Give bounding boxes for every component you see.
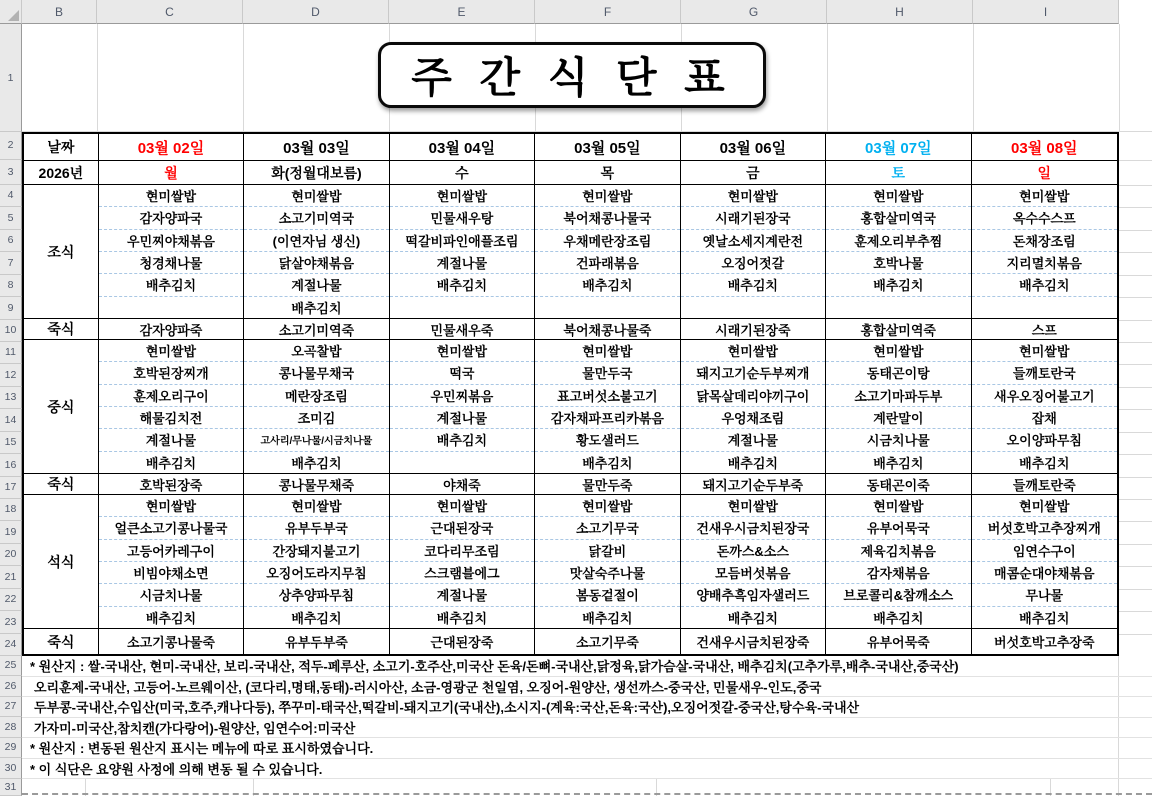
menu-block-breakfast bbox=[972, 185, 1117, 319]
row-header-25[interactable]: 25 bbox=[0, 656, 22, 677]
label-column bbox=[24, 134, 99, 654]
menu-item-cell[interactable]: 시래기된장국 bbox=[681, 206, 825, 228]
menu-item-cell[interactable]: 현미쌀밥 bbox=[727, 344, 778, 360]
menu-item-cell[interactable]: 상추양파무침 bbox=[244, 583, 388, 605]
origin-note-line[interactable]: 가자미-미국산,참치캔(가다랑어)-원양산, 임연수어:미국산 bbox=[22, 718, 1152, 739]
year-label[interactable]: 2026년 bbox=[24, 161, 98, 185]
menu-item-cell[interactable]: 돼지고기순두부찌개 bbox=[681, 361, 825, 383]
menu-item-cell[interactable]: 감자채파프리카볶음 bbox=[535, 406, 679, 428]
sheet-gridline bbox=[1119, 521, 1152, 522]
porridge-label-3[interactable]: 죽식 bbox=[47, 633, 75, 650]
day-column-2 bbox=[244, 134, 389, 654]
porridge-cell[interactable]: 근대된장죽 bbox=[430, 635, 494, 650]
origin-note-line[interactable]: * 원산지 : 쌀-국내산, 현미-국내산, 보리-국내산, 적두-페루산, 소고기-호주산,미국산 돈육/돈뼈-국내산,닭정육,닭가슴살-국내산, 배추김치(고추가루,배추-국내산,중국산) bbox=[22, 656, 1152, 677]
row-header-20[interactable]: 20 bbox=[0, 544, 22, 567]
menu-item-cell[interactable]: 현미쌀밥 bbox=[873, 499, 924, 515]
menu-item-cell[interactable]: 간장돼지불고기 bbox=[244, 539, 388, 561]
porridge-cell[interactable]: 시래기된장죽 bbox=[681, 319, 825, 340]
menu-item-cell[interactable]: 배추김치 bbox=[972, 451, 1117, 473]
select-all-corner[interactable] bbox=[0, 0, 22, 24]
menu-item-cell[interactable]: 현미쌀밥 bbox=[873, 344, 924, 360]
menu-item-cell[interactable]: 현미쌀밥 bbox=[291, 499, 342, 515]
dinner-label[interactable]: 석식 bbox=[24, 495, 98, 629]
select-all-triangle-icon bbox=[8, 10, 19, 21]
menu-item-cell[interactable]: 우엉채조림 bbox=[681, 406, 825, 428]
weekday-cell[interactable]: 수 bbox=[390, 161, 534, 185]
menu-item-cell[interactable]: 현미쌀밥 bbox=[436, 499, 488, 515]
menu-item-cell[interactable] bbox=[972, 296, 1117, 318]
porridge-cell[interactable]: 소고기콩나물죽 bbox=[127, 635, 215, 650]
menu-item-cell[interactable]: 배추김치 bbox=[826, 273, 970, 295]
day-column-6 bbox=[826, 134, 971, 654]
breakfast-label[interactable]: 조식 bbox=[24, 185, 98, 319]
menu-item-cell[interactable]: 현미쌀밥 bbox=[145, 499, 197, 515]
sheet-gridline bbox=[1119, 499, 1152, 500]
weekday-cell[interactable]: 목 bbox=[535, 161, 679, 185]
menu-item-cell[interactable]: 민물새우탕 bbox=[390, 206, 534, 228]
porridge-cell[interactable]: 감자양파죽 bbox=[99, 319, 243, 340]
sheet-gridline bbox=[1119, 544, 1152, 545]
menu-item-cell[interactable]: 닭목살데리야끼구이 bbox=[681, 384, 825, 406]
menu-item-cell[interactable]: 봄동겉절이 bbox=[535, 583, 679, 605]
porridge-cell[interactable]: 물만두죽 bbox=[535, 474, 679, 495]
column-header-I[interactable]: I bbox=[973, 0, 1119, 24]
menu-item-cell[interactable]: 돈까스&소스 bbox=[681, 539, 825, 561]
menu-item-cell[interactable] bbox=[390, 451, 534, 473]
row-header-3[interactable]: 3 bbox=[0, 160, 22, 185]
meal-plan-table bbox=[22, 132, 1119, 656]
menu-item-cell[interactable]: 청경채나물 bbox=[99, 251, 243, 273]
weekday-cell[interactable]: 일 bbox=[972, 161, 1117, 185]
weekday-cell[interactable]: 토 bbox=[826, 161, 970, 185]
menu-item-cell[interactable]: 지리멸치볶음 bbox=[972, 251, 1117, 273]
menu-block-lunch bbox=[244, 340, 388, 474]
sheet-gridline bbox=[1119, 160, 1152, 161]
sheet-gridline bbox=[1119, 409, 1152, 410]
menu-item-cell[interactable]: 제육김치볶음 bbox=[826, 539, 970, 561]
menu-item-cell[interactable]: 잡채 bbox=[972, 406, 1117, 428]
sheet-gridline bbox=[1119, 252, 1152, 253]
row-header-31[interactable]: 31 bbox=[0, 779, 22, 796]
row-header-7[interactable]: 7 bbox=[0, 252, 22, 275]
sheet-gridline bbox=[1119, 634, 1152, 635]
menu-item-cell[interactable]: 배추김치 bbox=[244, 451, 388, 473]
date-cell[interactable]: 03월 05일 bbox=[535, 134, 679, 161]
menu-item-cell[interactable]: 현미쌀밥 bbox=[1019, 189, 1070, 205]
menu-item-cell[interactable]: 시금치나물 bbox=[99, 583, 243, 605]
menu-item-cell[interactable]: 근대된장국 bbox=[390, 516, 534, 538]
sheet-gridline bbox=[1119, 320, 1152, 321]
column-header-H[interactable]: H bbox=[827, 0, 973, 24]
menu-item-cell[interactable]: 매콤순대야채볶음 bbox=[972, 561, 1117, 583]
menu-item-cell[interactable]: 감자채볶음 bbox=[826, 561, 970, 583]
menu-item-cell[interactable]: 동태곤이탕 bbox=[826, 361, 970, 383]
origin-notes bbox=[22, 656, 1152, 779]
menu-block-dinner bbox=[681, 495, 825, 629]
row-header-8[interactable]: 8 bbox=[0, 275, 22, 298]
sheet-gridline bbox=[1119, 566, 1152, 567]
menu-item-cell[interactable]: 메란장조림 bbox=[244, 384, 388, 406]
sheet-gridline bbox=[97, 24, 98, 132]
porridge-cell[interactable]: 소고기무죽 bbox=[575, 635, 639, 650]
day-column-4 bbox=[535, 134, 680, 654]
row-header-10[interactable]: 10 bbox=[0, 320, 22, 342]
date-cell[interactable]: 03월 07일 bbox=[826, 134, 970, 161]
row-header-9[interactable]: 9 bbox=[0, 297, 22, 320]
menu-block-lunch bbox=[681, 340, 825, 474]
menu-item-cell[interactable]: 현미쌀밥 bbox=[145, 189, 197, 205]
porridge-label-2[interactable]: 죽식 bbox=[24, 474, 98, 495]
menu-item-cell[interactable]: 배추김치 bbox=[681, 273, 825, 295]
menu-item-cell[interactable]: 계절나물 bbox=[390, 406, 534, 428]
menu-item-cell[interactable] bbox=[535, 296, 679, 318]
origin-note-line[interactable]: 오리훈제-국내산, 고등어-노르웨이산, (코다리,명태,동태)-러시아산, 소금-영광군 천일염, 오징어-원양산, 생선까스-중국산, 민물새우-인도,중국 bbox=[22, 677, 1152, 698]
menu-item-cell[interactable]: 배추김치 bbox=[390, 428, 534, 450]
menu-item-cell[interactable]: 얼큰소고기콩나물국 bbox=[99, 516, 243, 538]
row-header-24[interactable]: 24 bbox=[0, 634, 22, 656]
porridge-cell[interactable]: 홍합살미역죽 bbox=[826, 319, 970, 340]
menu-item-cell[interactable] bbox=[826, 296, 970, 318]
sheet-gridline bbox=[827, 24, 828, 132]
porridge-cell[interactable]: 북어채콩나물죽 bbox=[535, 319, 679, 340]
menu-item-cell[interactable]: 배추김치 bbox=[535, 273, 679, 295]
menu-item-cell[interactable]: 건파래볶음 bbox=[535, 251, 679, 273]
menu-item-cell[interactable]: 무나물 bbox=[972, 583, 1117, 605]
row-header-4[interactable]: 4 bbox=[0, 185, 22, 208]
menu-block-breakfast bbox=[535, 185, 679, 319]
row-header-2[interactable]: 2 bbox=[0, 132, 22, 160]
menu-item-cell[interactable]: 옛날소세지계란전 bbox=[681, 229, 825, 251]
row-header-17[interactable]: 17 bbox=[0, 477, 22, 499]
menu-item-cell[interactable] bbox=[681, 296, 825, 318]
sheet-gridline bbox=[1119, 24, 1120, 132]
sheet-gridline bbox=[1119, 454, 1152, 455]
menu-item-cell[interactable]: 임연수구이 bbox=[972, 539, 1117, 561]
menu-item-cell[interactable]: 유부두부국 bbox=[244, 516, 388, 538]
menu-item-cell[interactable]: (이연자님 생신) bbox=[244, 229, 388, 251]
menu-item-cell[interactable]: 배추김치 bbox=[535, 606, 679, 628]
menu-item-cell[interactable]: 배추김치 bbox=[826, 606, 970, 628]
menu-item-cell[interactable]: 현미쌀밥 bbox=[873, 189, 924, 205]
menu-item-cell[interactable]: 배추김치 bbox=[972, 606, 1117, 628]
menu-item-cell[interactable]: 브로콜리&참깨소스 bbox=[826, 583, 970, 605]
date-cell[interactable]: 03월 03일 bbox=[244, 134, 388, 161]
column-header-G[interactable]: G bbox=[681, 0, 827, 24]
menu-item-cell[interactable]: 배추김치 bbox=[99, 273, 243, 295]
menu-item-cell[interactable]: 우민찌볶음 bbox=[390, 384, 534, 406]
sheet-gridline bbox=[1119, 387, 1152, 388]
row-header-26[interactable]: 26 bbox=[0, 676, 22, 697]
day-column-1 bbox=[99, 134, 244, 654]
page-title[interactable]: 주 간 식 단 표 bbox=[378, 42, 766, 108]
column-header-B[interactable]: B bbox=[22, 0, 97, 24]
origin-note-line[interactable]: * 원산지 : 변동된 원산지 표시는 메뉴에 따로 표시하였습니다. bbox=[22, 738, 1152, 759]
porridge-cell[interactable]: 버섯호박고추장죽 bbox=[994, 635, 1095, 650]
column-headers bbox=[0, 0, 1119, 24]
menu-item-cell[interactable]: 소고기미역국 bbox=[244, 206, 388, 228]
menu-item-cell[interactable]: 북어채콩나물국 bbox=[535, 206, 679, 228]
menu-block-lunch bbox=[535, 340, 679, 474]
menu-block-breakfast bbox=[826, 185, 970, 319]
menu-item-cell[interactable]: 현미쌀밥 bbox=[436, 189, 488, 205]
row-header-12[interactable]: 12 bbox=[0, 364, 22, 387]
menu-item-cell[interactable]: 호박나물 bbox=[826, 251, 970, 273]
origin-note-line[interactable]: 두부콩-국내산,수입산(미국,호주,캐나다등), 쭈꾸미-태국산,떡갈비-돼지고기(국내산),소시지-(계육:국산,돈육:국산),오징어젓갈-중국산,탕수육-국내산 bbox=[22, 697, 1152, 718]
column-header-D[interactable]: D bbox=[243, 0, 389, 24]
menu-item-cell[interactable]: 현미쌀밥 bbox=[582, 499, 633, 515]
lunch-label[interactable]: 중식 bbox=[24, 340, 98, 474]
date-cell[interactable]: 03월 04일 bbox=[390, 134, 534, 161]
menu-item-cell[interactable]: 계절나물 bbox=[390, 583, 534, 605]
menu-block-lunch bbox=[99, 340, 243, 474]
menu-block-breakfast bbox=[244, 185, 388, 319]
menu-item-cell[interactable]: 현미쌀밥 bbox=[291, 189, 342, 205]
menu-block-lunch bbox=[826, 340, 970, 474]
menu-item-cell[interactable] bbox=[390, 296, 534, 318]
porridge-cell[interactable]: 민물새우죽 bbox=[390, 319, 534, 340]
menu-item-cell[interactable]: 배추김치 bbox=[972, 273, 1117, 295]
menu-item-cell[interactable]: 새우오징어불고기 bbox=[972, 384, 1117, 406]
menu-item-cell[interactable]: 계란말이 bbox=[826, 406, 970, 428]
date-row-label[interactable]: 날짜 bbox=[24, 134, 98, 161]
porridge-cell[interactable]: 스프 bbox=[972, 319, 1117, 340]
date-cell[interactable]: 03월 06일 bbox=[681, 134, 825, 161]
porridge-cell[interactable]: 콩나물무채죽 bbox=[244, 474, 388, 495]
menu-block-dinner bbox=[826, 495, 970, 629]
menu-item-cell[interactable]: 표고버섯소불고기 bbox=[535, 384, 679, 406]
menu-item-cell[interactable]: 배추김치 bbox=[390, 606, 534, 628]
menu-block-breakfast bbox=[390, 185, 534, 319]
date-cell[interactable]: 03월 02일 bbox=[99, 134, 243, 161]
menu-item-cell[interactable]: 비빔야채소면 bbox=[99, 561, 243, 583]
menu-item-cell[interactable]: 현미쌀밥 bbox=[1019, 499, 1070, 515]
porridge-cell[interactable]: 유부두부죽 bbox=[285, 635, 348, 650]
menu-item-cell[interactable]: 호박된장찌개 bbox=[99, 361, 243, 383]
menu-item-cell[interactable]: 배추김치 bbox=[681, 606, 825, 628]
menu-item-cell[interactable]: 계절나물 bbox=[244, 273, 388, 295]
porridge-cell[interactable]: 유부어묵죽 bbox=[866, 635, 930, 650]
sheet-gridline bbox=[243, 24, 244, 132]
column-header-C[interactable]: C bbox=[97, 0, 243, 24]
menu-item-cell[interactable]: 현미쌀밥 bbox=[1019, 344, 1070, 360]
day-column-3 bbox=[390, 134, 535, 654]
row-header-16[interactable]: 16 bbox=[0, 454, 22, 477]
menu-item-cell[interactable]: 옥수수스프 bbox=[972, 206, 1117, 228]
menu-block-breakfast bbox=[681, 185, 825, 319]
menu-item-cell[interactable]: 우채메란장조림 bbox=[535, 229, 679, 251]
menu-item-cell[interactable]: 우민찌야채볶음 bbox=[99, 229, 243, 251]
row-header-15[interactable]: 15 bbox=[0, 432, 22, 455]
day-column-7 bbox=[972, 134, 1117, 654]
row-header-29[interactable]: 29 bbox=[0, 738, 22, 759]
menu-item-cell[interactable]: 홍합살미역국 bbox=[826, 206, 970, 228]
porridge-cell[interactable]: 동태곤이죽 bbox=[826, 474, 970, 495]
menu-block-breakfast bbox=[99, 185, 243, 319]
menu-item-cell[interactable]: 배추김치 bbox=[390, 273, 534, 295]
menu-item-cell[interactable]: 배추김치 bbox=[244, 296, 388, 318]
menu-item-cell[interactable]: 떡갈비파인애플조림 bbox=[390, 229, 534, 251]
day-column-5 bbox=[681, 134, 826, 654]
row-header-21[interactable]: 21 bbox=[0, 566, 22, 589]
row-header-11[interactable]: 11 bbox=[0, 342, 22, 365]
sheet-gridline bbox=[1119, 207, 1152, 208]
menu-item-cell[interactable]: 양배추흑임자샐러드 bbox=[681, 583, 825, 605]
row-header-6[interactable]: 6 bbox=[0, 230, 22, 253]
column-header-E[interactable]: E bbox=[389, 0, 535, 24]
menu-item-cell[interactable]: 고등어카레구이 bbox=[99, 539, 243, 561]
menu-block-dinner bbox=[972, 495, 1117, 629]
sheet-gridline bbox=[1119, 432, 1152, 433]
menu-item-cell[interactable]: 오징어도라지무침 bbox=[244, 561, 388, 583]
sheet-gridline bbox=[1119, 230, 1152, 231]
menu-item-cell[interactable]: 현미쌀밥 bbox=[727, 499, 778, 515]
page-break-line bbox=[22, 793, 1152, 795]
menu-item-cell[interactable]: 닭갈비 bbox=[535, 539, 679, 561]
menu-item-cell[interactable]: 훈제오리구이 bbox=[99, 384, 243, 406]
weekday-cell[interactable]: 금 bbox=[681, 161, 825, 185]
menu-item-cell[interactable]: 배추김치 bbox=[99, 606, 243, 628]
menu-item-cell[interactable]: 배추김치 bbox=[99, 451, 243, 473]
row-header-23[interactable]: 23 bbox=[0, 611, 22, 634]
row-header-5[interactable]: 5 bbox=[0, 207, 22, 230]
menu-item-cell[interactable]: 돈채장조림 bbox=[972, 229, 1117, 251]
porridge-cell[interactable]: 소고기미역죽 bbox=[244, 319, 388, 340]
menu-item-cell[interactable] bbox=[99, 296, 243, 318]
weekday-cell[interactable]: 월 bbox=[99, 161, 243, 185]
menu-item-cell[interactable]: 오이양파무침 bbox=[972, 428, 1117, 450]
menu-item-cell[interactable]: 배추김치 bbox=[826, 451, 970, 473]
row-number-gutter bbox=[0, 24, 22, 796]
menu-item-cell[interactable]: 소고기마파두부 bbox=[826, 384, 970, 406]
sheet-gridline bbox=[1119, 275, 1152, 276]
row-header-1[interactable]: 1 bbox=[0, 24, 22, 132]
sheet-gridline bbox=[1119, 477, 1152, 478]
porridge-label-1[interactable]: 죽식 bbox=[24, 319, 98, 340]
menu-item-cell[interactable]: 물만두국 bbox=[535, 361, 679, 383]
row-header-19[interactable]: 19 bbox=[0, 521, 22, 544]
row-header-30[interactable]: 30 bbox=[0, 758, 22, 779]
menu-item-cell[interactable]: 닭살야채볶음 bbox=[244, 251, 388, 273]
porridge-cell[interactable]: 야채죽 bbox=[390, 474, 534, 495]
porridge-cell[interactable]: 호박된장죽 bbox=[99, 474, 243, 495]
menu-block-dinner bbox=[390, 495, 534, 629]
menu-item-cell[interactable]: 건새우시금치된장국 bbox=[681, 516, 825, 538]
menu-item-cell[interactable]: 훈제오리부추찜 bbox=[826, 229, 970, 251]
menu-item-cell[interactable]: 배추김치 bbox=[244, 606, 388, 628]
menu-item-cell[interactable]: 유부어묵국 bbox=[826, 516, 970, 538]
porridge-cell[interactable]: 들깨토란죽 bbox=[972, 474, 1117, 495]
menu-item-cell[interactable]: 콩나물무채국 bbox=[244, 361, 388, 383]
origin-note-line[interactable]: * 이 식단은 요양원 사정에 의해 변동 될 수 있습니다. bbox=[22, 759, 1152, 780]
sheet-gridline bbox=[1119, 611, 1152, 612]
sheet-gridline bbox=[1119, 364, 1152, 365]
menu-item-cell[interactable]: 배추김치 bbox=[681, 451, 825, 473]
porridge-cell[interactable]: 돼지고기순두부죽 bbox=[681, 474, 825, 495]
sheet-gridline bbox=[1119, 342, 1152, 343]
menu-item-cell[interactable]: 감자양파국 bbox=[99, 206, 243, 228]
menu-item-cell[interactable]: 계절나물 bbox=[99, 428, 243, 450]
menu-item-cell[interactable]: 계절나물 bbox=[681, 428, 825, 450]
sheet-gridline bbox=[1119, 589, 1152, 590]
menu-item-cell[interactable]: 코다리무조림 bbox=[390, 539, 534, 561]
menu-item-cell[interactable]: 현미쌀밥 bbox=[582, 189, 633, 205]
menu-item-cell[interactable]: 오곡찰밥 bbox=[291, 344, 342, 360]
menu-item-cell[interactable]: 현미쌀밥 bbox=[582, 344, 633, 360]
column-header-F[interactable]: F bbox=[535, 0, 681, 24]
menu-block-lunch bbox=[972, 340, 1117, 474]
menu-item-cell[interactable]: 모듬버섯볶음 bbox=[681, 561, 825, 583]
menu-item-cell[interactable]: 현미쌀밥 bbox=[436, 344, 488, 360]
row-header-14[interactable]: 14 bbox=[0, 409, 22, 432]
sheet-gridline bbox=[1119, 297, 1152, 298]
menu-item-cell[interactable]: 고사리/무나물/시금치나물 bbox=[244, 428, 388, 450]
row-header-22[interactable]: 22 bbox=[0, 589, 22, 612]
sheet-gridline bbox=[1119, 185, 1152, 186]
menu-item-cell[interactable]: 오징어젓갈 bbox=[681, 251, 825, 273]
menu-item-cell[interactable]: 황도샐러드 bbox=[535, 428, 679, 450]
row-header-28[interactable]: 28 bbox=[0, 717, 22, 738]
menu-block-lunch bbox=[390, 340, 534, 474]
menu-item-cell[interactable]: 소고기무국 bbox=[535, 516, 679, 538]
menu-item-cell[interactable]: 해물김치전 bbox=[99, 406, 243, 428]
sheet-gridline bbox=[973, 24, 974, 132]
menu-item-cell[interactable]: 계절나물 bbox=[390, 251, 534, 273]
menu-block-dinner bbox=[99, 495, 243, 629]
menu-item-cell[interactable]: 현미쌀밥 bbox=[145, 344, 197, 360]
menu-block-dinner bbox=[535, 495, 679, 629]
menu-item-cell[interactable]: 들깨토란국 bbox=[972, 361, 1117, 383]
weekday-cell[interactable]: 화(정월대보름) bbox=[244, 161, 388, 185]
row-header-27[interactable]: 27 bbox=[0, 697, 22, 718]
menu-item-cell[interactable]: 맛살숙주나물 bbox=[535, 561, 679, 583]
menu-item-cell[interactable]: 조미김 bbox=[244, 406, 388, 428]
menu-item-cell[interactable]: 시금치나물 bbox=[826, 428, 970, 450]
row-header-13[interactable]: 13 bbox=[0, 387, 22, 410]
date-cell[interactable]: 03월 08일 bbox=[972, 134, 1117, 161]
porridge-cell[interactable]: 건새우시금치된장죽 bbox=[696, 635, 810, 650]
menu-item-cell[interactable]: 스크램블에그 bbox=[390, 561, 534, 583]
menu-item-cell[interactable]: 배추김치 bbox=[535, 451, 679, 473]
menu-item-cell[interactable]: 떡국 bbox=[390, 361, 534, 383]
menu-item-cell[interactable]: 현미쌀밥 bbox=[727, 189, 778, 205]
row-header-18[interactable]: 18 bbox=[0, 499, 22, 522]
menu-block-dinner bbox=[244, 495, 388, 629]
menu-item-cell[interactable]: 버섯호박고추장찌개 bbox=[972, 516, 1117, 538]
